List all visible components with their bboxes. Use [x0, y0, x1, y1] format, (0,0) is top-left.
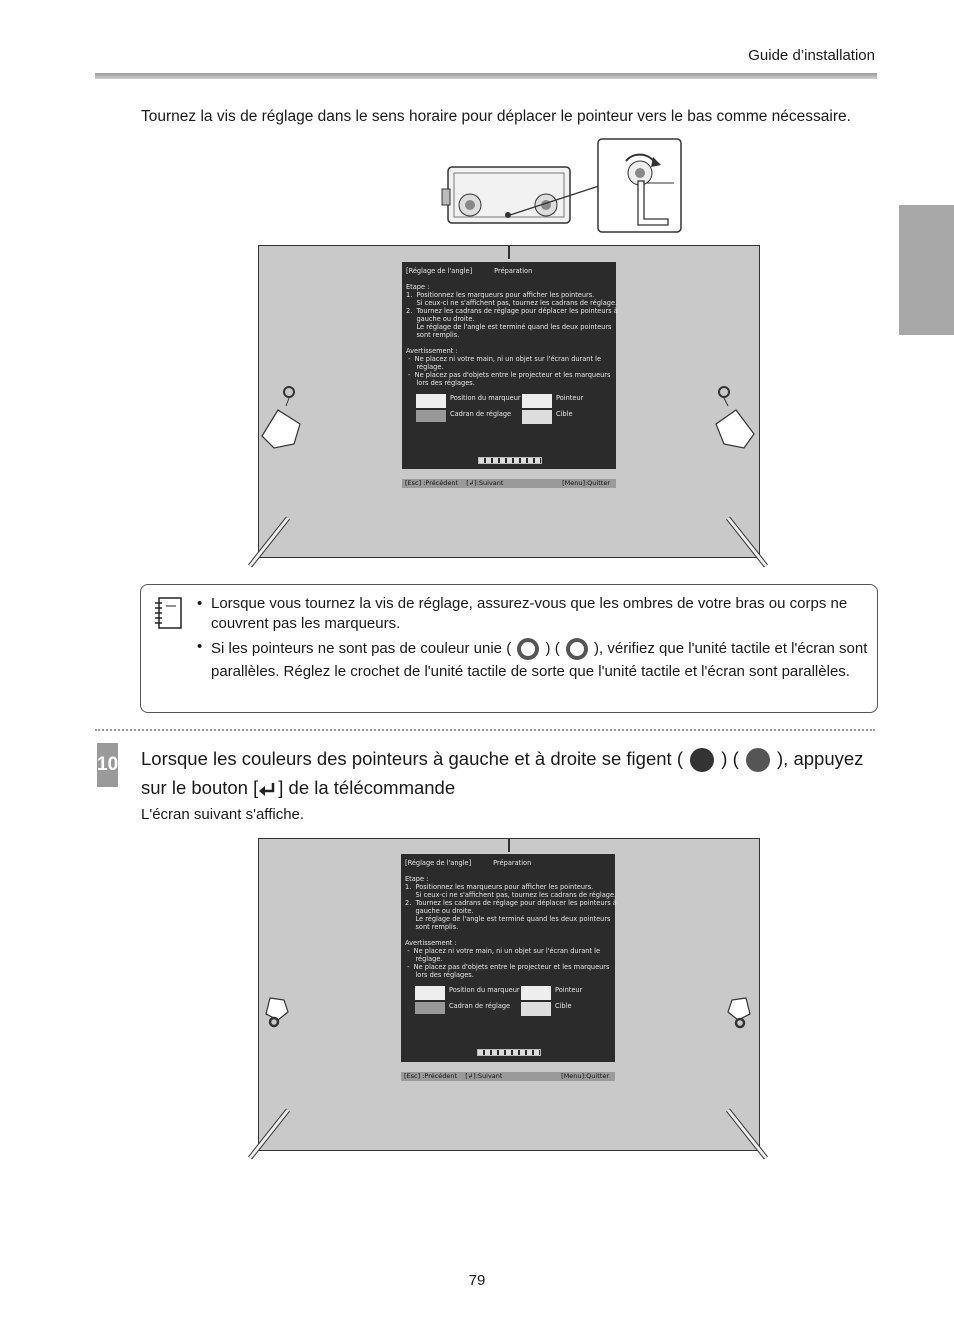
step-text-c: ), appuyez sur le bouton [ [141, 748, 864, 799]
osd-line: Avertissement : [405, 939, 457, 947]
osd-line: lors des réglages. [405, 971, 474, 979]
screen-center-line [508, 245, 510, 259]
osd-menu-label: [Menu]:Quitter [561, 1072, 609, 1080]
step-text [141, 744, 881, 802]
osd-line: sont remplis. [405, 923, 459, 931]
step-text-d: ] de la télécommande [278, 777, 456, 799]
osd-legend-adjust-dial: Cadran de réglage [449, 1002, 511, 1010]
screen-markers-2 [248, 990, 768, 1164]
header-rule [95, 73, 877, 79]
osd-line: - Ne placez pas d'objets entre le projecteur et les marqueurs [406, 371, 611, 379]
osd-line: sont remplis. [406, 331, 460, 339]
osd-line: - Ne placez ni votre main, ni un objet sur l'écran durant le [405, 947, 601, 955]
osd-line: Si ceux-ci ne s'affichent pas, tournez les cadrans de réglage. [405, 891, 617, 899]
hollow-pointer-icon [564, 637, 590, 661]
osd-line: 1. Positionnez les marqueurs pour afficher les pointeurs. [405, 883, 594, 891]
solid-pointer-icon [688, 747, 716, 773]
osd-line: - Ne placez ni votre main, ni un objet sur l'écran durant le [406, 355, 602, 363]
osd-title: [Réglage de l'angle] [406, 267, 473, 275]
notebook-icon [153, 596, 185, 632]
projector-adjust-illustration [440, 137, 685, 237]
hollow-pointer-icon [515, 637, 541, 661]
osd-line: 2. Tournez les cadrans de réglage pour déplacer les pointeurs à [406, 307, 618, 315]
screen-center-line [508, 838, 510, 852]
osd-line: réglage. [405, 955, 443, 963]
osd-subtitle: Préparation [494, 267, 533, 275]
section-divider [95, 729, 875, 731]
osd-line: réglage. [406, 363, 444, 371]
step-text-a: Lorsque les couleurs des pointeurs à gauche et à droite se figent ( [141, 748, 683, 769]
osd-legend-pointer: Pointeur [555, 986, 583, 994]
note-item-1: • Lorsque vous tournez la vis de réglage, assurez-vous que les ombres de votre bras ou corps ne couvrent pas les marqueurs. [197, 594, 869, 634]
osd-legend-target: Cible [556, 410, 573, 418]
step-number: 10 [97, 743, 118, 787]
osd-menu-label: [Menu]:Quitter [562, 479, 610, 487]
osd-next-label: [↲]:Suivant [466, 479, 504, 487]
osd-legend-marker-position: Position du marqueur [449, 986, 520, 994]
header-title: Guide d’installation [748, 47, 875, 64]
osd-line: Etape : [406, 283, 430, 291]
note-item-1-text: Lorsque vous tournez la vis de réglage, assurez-vous que les ombres de votre bras ou corps ne couvrent pas les marqueurs. [211, 595, 848, 632]
osd-esc-label: [Esc] :Précédent [404, 1072, 458, 1080]
chapter-tab [899, 205, 954, 335]
osd-line: 2. Tournez les cadrans de réglage pour déplacer les pointeurs à [405, 899, 617, 907]
note-item-2-text-c: ), vérifiez que l'unité tactile et l'écran sont parallèles. Réglez le crochet de l'unité tactile de sorte que l'unité tactile et l'écran sont parallèles. [211, 639, 868, 680]
page-number: 79 [468, 1272, 486, 1289]
osd-line: Le réglage de l'angle est terminé quand les deux pointeurs [406, 323, 612, 331]
note-item-2-text-a: Si les pointeurs ne sont pas de couleur unie ( [211, 639, 512, 657]
osd-line: gauche ou droite. [406, 315, 475, 323]
solid-pointer-icon [744, 747, 772, 773]
osd-line: Etape : [405, 875, 429, 883]
osd-subtitle: Préparation [493, 859, 532, 867]
osd-next-label: [↲]:Suivant [465, 1072, 503, 1080]
osd-legend-adjust-dial: Cadran de réglage [450, 410, 512, 418]
note-item-2-text-b: ) ( [545, 639, 560, 657]
intro-text: Tournez la vis de réglage dans le sens horaire pour déplacer le pointeur vers le bas comme nécessaire. [141, 108, 851, 125]
osd-line: - Ne placez pas d'objets entre le projecteur et les marqueurs [405, 963, 610, 971]
osd-title: [Réglage de l'angle] [405, 859, 472, 867]
step-text-b: ) ( [721, 748, 739, 769]
screen-markers-1 [248, 380, 768, 570]
osd-esc-label: [Esc] :Précédent [405, 479, 459, 487]
osd-legend-pointer: Pointeur [556, 394, 584, 402]
osd-line: lors des réglages. [406, 379, 475, 387]
osd-line: gauche ou droite. [405, 907, 474, 915]
osd-legend-target: Cible [555, 1002, 572, 1010]
step-subtext: L'écran suivant s'affiche. [141, 806, 305, 823]
note-item-2: • Si les pointeurs ne sont pas de couleur unie ( ) ( ), vérifiez que l'unité tactile et l'écran sont parallèles. Réglez le crochet de l'unité tactile de sorte que l'unité tactile et l'écran sont parallèles. [197, 638, 868, 680]
osd-line: Avertissement : [406, 347, 458, 355]
osd-line: Le réglage de l'angle est terminé quand les deux pointeurs [405, 915, 611, 923]
enter-icon [258, 780, 278, 798]
osd-legend-marker-position: Position du marqueur [450, 394, 521, 402]
osd-line: 1. Positionnez les marqueurs pour afficher les pointeurs. [406, 291, 595, 299]
osd-line: Si ceux-ci ne s'affichent pas, tournez les cadrans de réglage. [406, 299, 618, 307]
